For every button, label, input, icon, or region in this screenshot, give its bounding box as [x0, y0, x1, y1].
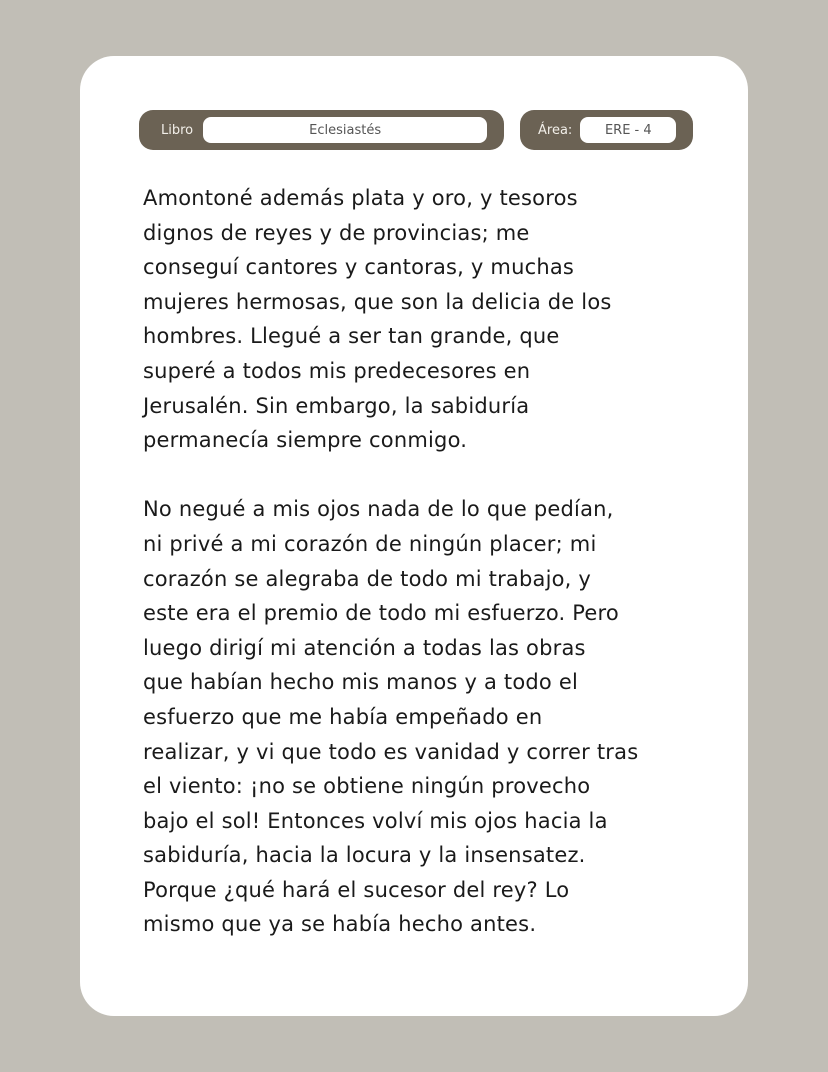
book-field: [139, 110, 504, 150]
text-line: hombres. Llegué a ser tan grande, que: [143, 324, 560, 349]
text-line: sabiduría, hacia la locura y la insensatez.: [143, 843, 586, 868]
text-line: este era el premio de todo mi esfuerzo. Pero: [143, 601, 619, 626]
text-line: mismo que ya se había hecho antes.: [143, 912, 537, 937]
book-label: Libro: [161, 122, 194, 138]
text-line: No negué a mis ojos nada de lo que pedían,: [143, 497, 614, 522]
text-line: dignos de reyes y de provincias; me: [143, 220, 530, 245]
text-line: conseguí cantores y cantoras, y muchas: [143, 255, 575, 280]
text-line: mujeres hermosas, que son la delicia de los: [143, 289, 612, 314]
area-value: ERE - 4: [580, 117, 676, 143]
text-line: permanecía siempre conmigo.: [143, 428, 468, 453]
paragraph: [143, 492, 723, 942]
text-line: superé a todos mis predecesores en: [143, 358, 531, 383]
book-value: Eclesiastés: [203, 117, 487, 143]
text-line: realizar, y vi que todo es vanidad y correr tras: [143, 739, 639, 764]
text-line: luego dirigí mi atención a todas las obras: [143, 635, 586, 660]
text-line: Jerusalén. Sin embargo, la sabiduría: [143, 393, 530, 418]
text-line: ni privé a mi corazón de ningún placer; mi: [143, 531, 597, 556]
text-line: esfuerzo que me había empeñado en: [143, 704, 543, 729]
text-line: el viento: ¡no se obtiene ningún provecho: [143, 774, 591, 799]
body-text: [143, 181, 723, 977]
paragraph: [143, 181, 723, 458]
text-line: Porque ¿qué hará el sucesor del rey? Lo: [143, 877, 570, 902]
text-line: Amontoné además plata y oro, y tesoros: [143, 186, 578, 210]
text-line: que habían hecho mis manos y a todo el: [143, 670, 578, 695]
text-line: corazón se alegraba de todo mi trabajo, y: [143, 566, 592, 591]
area-label: Área:: [538, 122, 573, 138]
area-field: [520, 110, 693, 150]
text-line: bajo el sol! Entonces volví mis ojos hacia la: [143, 808, 608, 833]
